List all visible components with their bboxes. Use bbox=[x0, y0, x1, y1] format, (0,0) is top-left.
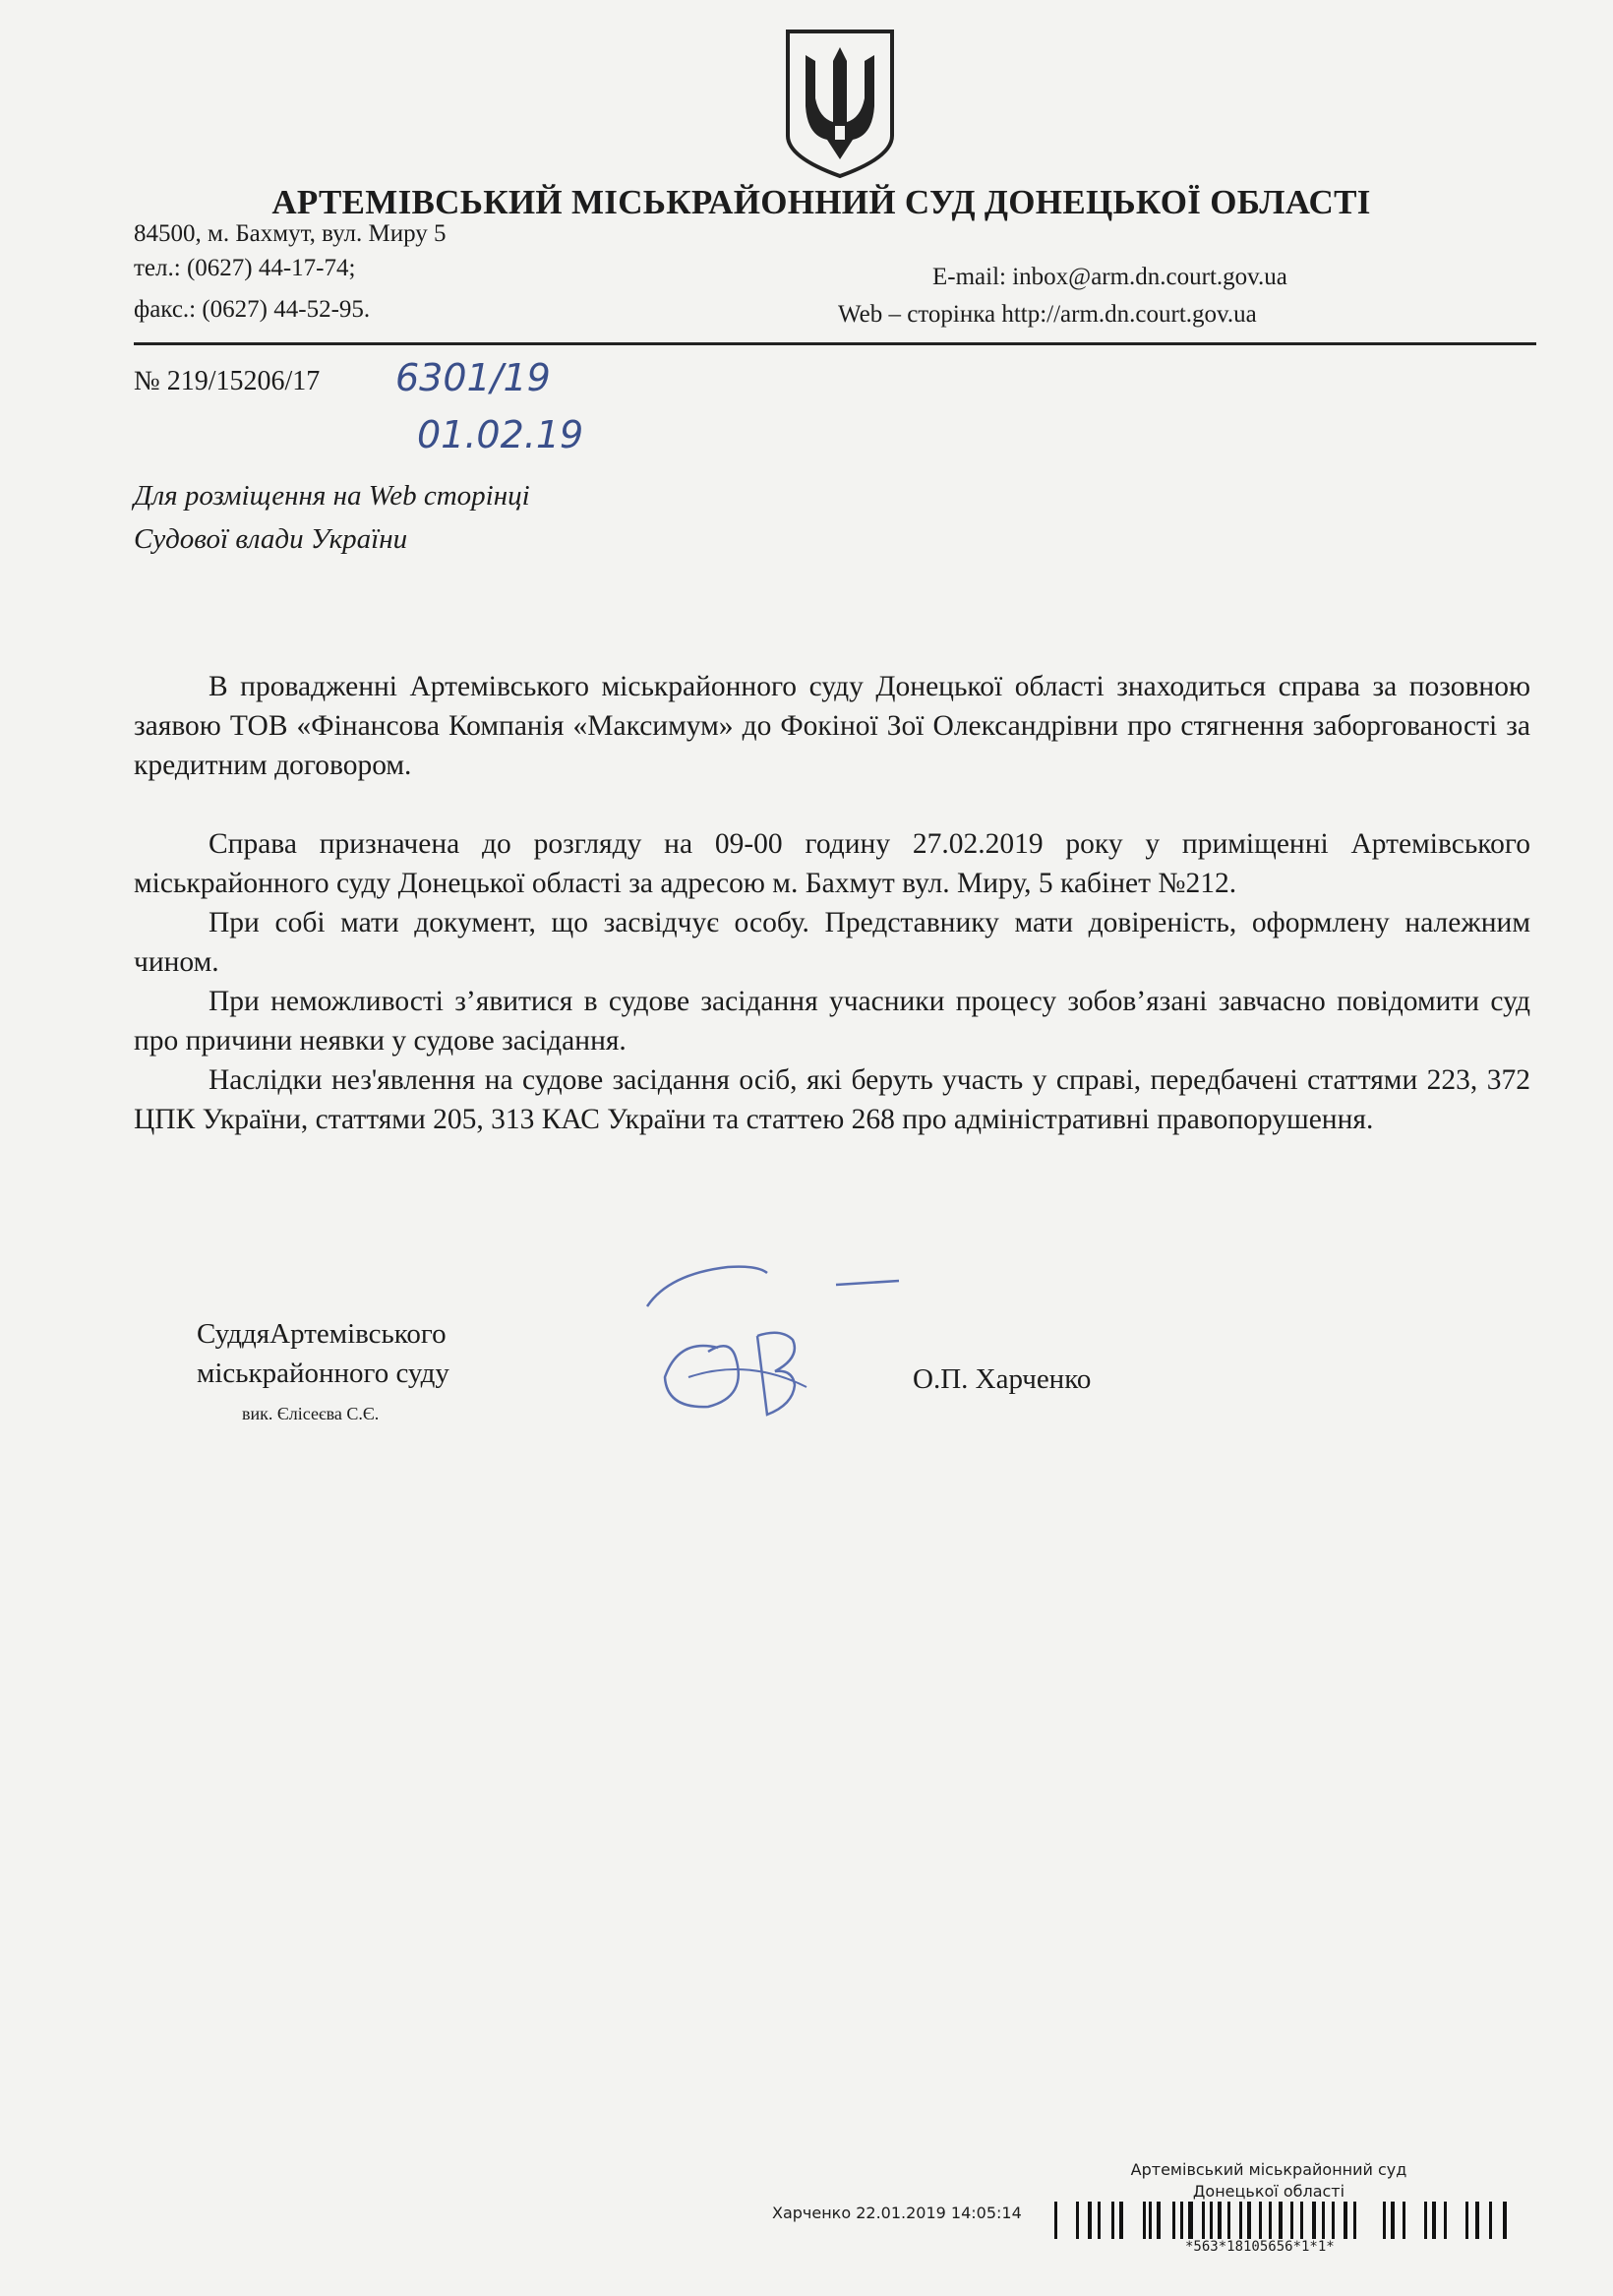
executor-name: вик. Єлісеєва С.Є. bbox=[242, 1404, 380, 1423]
registration-stamp-court bbox=[1082, 2159, 1456, 2203]
paragraph-text: Справа призначена до розгляду на 09-00 годину 27.02.2019 року у приміщенні Артемівського міськрайонного суду Донецької області за адресою м. Бахмут вул. Миру, 5 кабінет №212. bbox=[134, 828, 1530, 899]
judge-name: О.П. Харченко bbox=[913, 1363, 1092, 1395]
coat-of-arms-icon bbox=[782, 28, 898, 180]
stamp-court-line: Донецької області bbox=[1192, 2182, 1345, 2201]
destination-line: Для розміщення на Web сторінці bbox=[134, 480, 530, 512]
handwritten-signature-icon bbox=[620, 1249, 915, 1436]
stamp-court-line: Артемівський міськрайонний суд bbox=[1130, 2160, 1407, 2179]
court-website: Web – сторінка http://arm.dn.court.gov.ua bbox=[838, 301, 1257, 328]
court-fax: факс.: (0627) 44-52-95. bbox=[134, 296, 371, 323]
registration-timestamp: Харченко 22.01.2019 14:05:14 bbox=[772, 2204, 1022, 2222]
paragraph-text: При неможливості з’явитися в судове засідання учасники процесу зобов’язані завчасно повідомити суд про причини неявки у судове засідання. bbox=[134, 986, 1530, 1057]
body-paragraph-1 bbox=[134, 667, 1530, 785]
barcode-icon bbox=[1054, 2202, 1517, 2239]
judge-title-line: СуддяАртемівського bbox=[197, 1318, 447, 1350]
destination-line: Судової влади України bbox=[134, 523, 408, 555]
court-address: 84500, м. Бахмут, вул. Миру 5 bbox=[134, 220, 447, 247]
court-phone: тел.: (0627) 44-17-74; bbox=[134, 255, 356, 281]
paragraph-text: При собі мати документ, що засвідчує особу. Представнику мати довіреність, оформлену належним чином. bbox=[134, 907, 1530, 978]
destination-note bbox=[134, 474, 530, 561]
handwritten-incoming-date: 01.02.19 bbox=[417, 413, 584, 456]
handwritten-incoming-number: 6301/19 bbox=[395, 356, 551, 399]
body-paragraphs bbox=[134, 824, 1530, 1139]
judge-title-line: міськрайонного суду bbox=[197, 1358, 449, 1389]
court-name: АРТЕМІВСЬКИЙ МІСЬКРАЙОННИЙ СУД ДОНЕЦЬКОЇ ОБЛАСТІ bbox=[271, 183, 1371, 221]
paragraph-text: Наслідки нез'явлення на судове засідання осіб, які беруть участь у справі, передбачені статтями 223, 372 ЦПК України, статтями 205, 313 КАС України та статтею 268 про адміністративні правопорушення. bbox=[134, 1064, 1530, 1135]
case-number: № 219/15206/17 bbox=[134, 366, 321, 396]
court-email: E-mail: inbox@arm.dn.court.gov.ua bbox=[932, 264, 1287, 290]
barcode-number: *563*18105656*1*1* bbox=[1185, 2239, 1335, 2255]
header-divider bbox=[134, 342, 1536, 345]
judge-title bbox=[197, 1314, 449, 1393]
paragraph-text: В провадженні Артемівського міськрайонного суду Донецької області знаходиться справа за позовною заявою ТОВ «Фінансова Компанія «Максимум» до Фокіної Зої Олександрівни про стягнення заборгованості за кредитним договором. bbox=[134, 671, 1530, 781]
